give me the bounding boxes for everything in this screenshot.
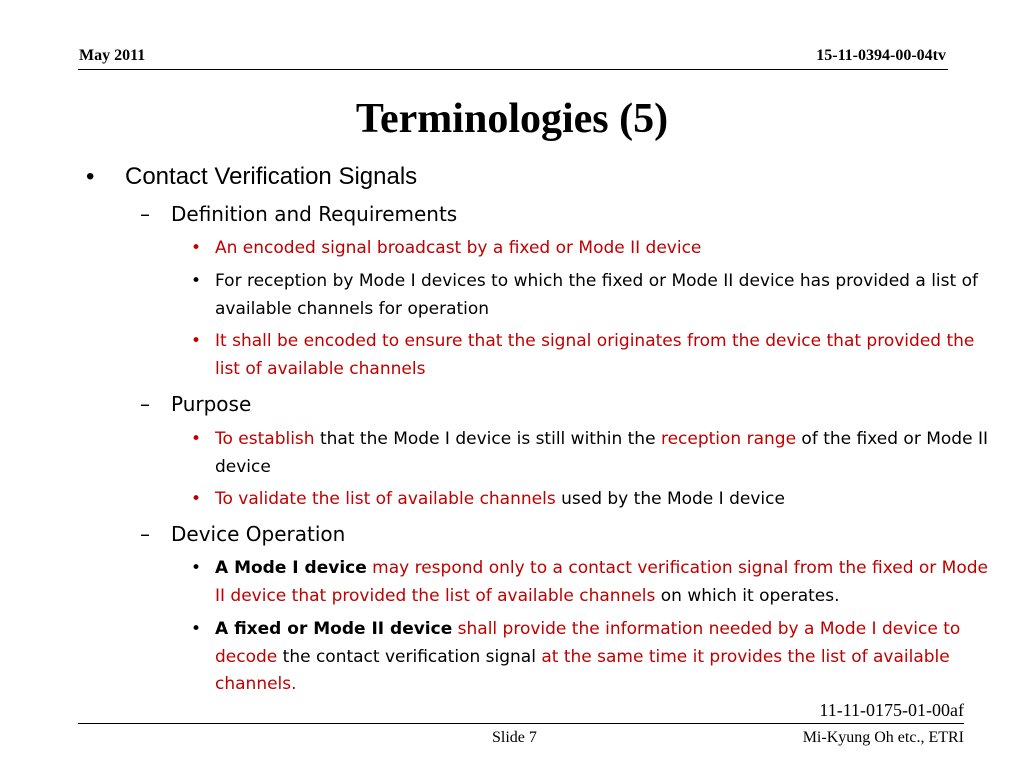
dash-icon: – — [140, 392, 150, 416]
list-item — [191, 426, 991, 481]
list-item — [191, 486, 991, 514]
list-item-text — [215, 555, 991, 610]
header-doc-id: 15-11-0394-00-04tv — [816, 47, 946, 64]
document-reference: 11-11-0175-01-00af — [819, 700, 964, 720]
bullet-icon: • — [191, 429, 202, 449]
footer-author: Mi-Kyung Oh etc., ETRI — [802, 729, 964, 746]
text-run: A fixed or Mode II device — [215, 619, 453, 639]
bullet-icon: • — [191, 238, 202, 258]
subheading-text: Definition and Requirements — [171, 202, 458, 226]
list-item-text: It shall be encoded to ensure that the signal originates from the device that provided the list of available channels — [215, 331, 975, 379]
dash-icon: – — [140, 522, 150, 546]
text-run: To establish — [215, 429, 315, 449]
list-item — [191, 328, 991, 383]
slide-title: Terminologies (5) — [355, 96, 669, 142]
dash-icon: – — [140, 202, 150, 226]
list-item — [191, 555, 991, 610]
footer-divider — [78, 723, 964, 724]
text-run: shall provide the information needed by a Mode I device to decode — [215, 619, 961, 667]
bullet-icon: • — [86, 163, 95, 190]
bullet-icon: • — [191, 331, 202, 351]
subheading-text: Device Operation — [171, 522, 346, 546]
list-item-text: An encoded signal broadcast by a fixed or Mode II device — [215, 238, 702, 258]
text-run: used by the Mode I device — [555, 489, 785, 509]
list-item-text — [215, 486, 991, 514]
bullet-icon: • — [191, 558, 202, 578]
text-run: A Mode I device — [215, 558, 367, 578]
text-run: at the same time it provides the list of available channels. — [215, 646, 950, 694]
list-item — [191, 616, 991, 699]
subheading-text: Purpose — [171, 392, 252, 416]
text-run: To validate the list of available channels — [215, 489, 556, 509]
bullet-icon: • — [191, 489, 202, 509]
list-item — [191, 235, 991, 263]
text-run: on which it operates. — [655, 585, 840, 606]
level1-text: Contact Verification Signals — [125, 163, 418, 190]
list-item-text: For reception by Mode I devices to which the fixed or Mode II device has provided a list of available channels for operation — [215, 271, 978, 319]
text-run: of the fixed or Mode II device — [215, 429, 988, 477]
list-item-text — [215, 426, 991, 481]
text-run: may respond only to a contact verification signal from the fixed or Mode II device that provided the list of available channels — [215, 558, 989, 606]
text-run: the contact verification signal — [277, 646, 536, 667]
header-date: May 2011 — [79, 47, 146, 64]
list-item-text — [215, 616, 991, 699]
bullet-icon: • — [191, 619, 202, 639]
header-divider — [78, 69, 948, 70]
text-run: that the Mode I device is still within the — [314, 429, 661, 449]
slide-number: Slide 7 — [492, 729, 537, 746]
text-run: reception range — [660, 429, 797, 449]
bullet-icon: • — [191, 271, 202, 291]
list-item — [191, 268, 991, 323]
